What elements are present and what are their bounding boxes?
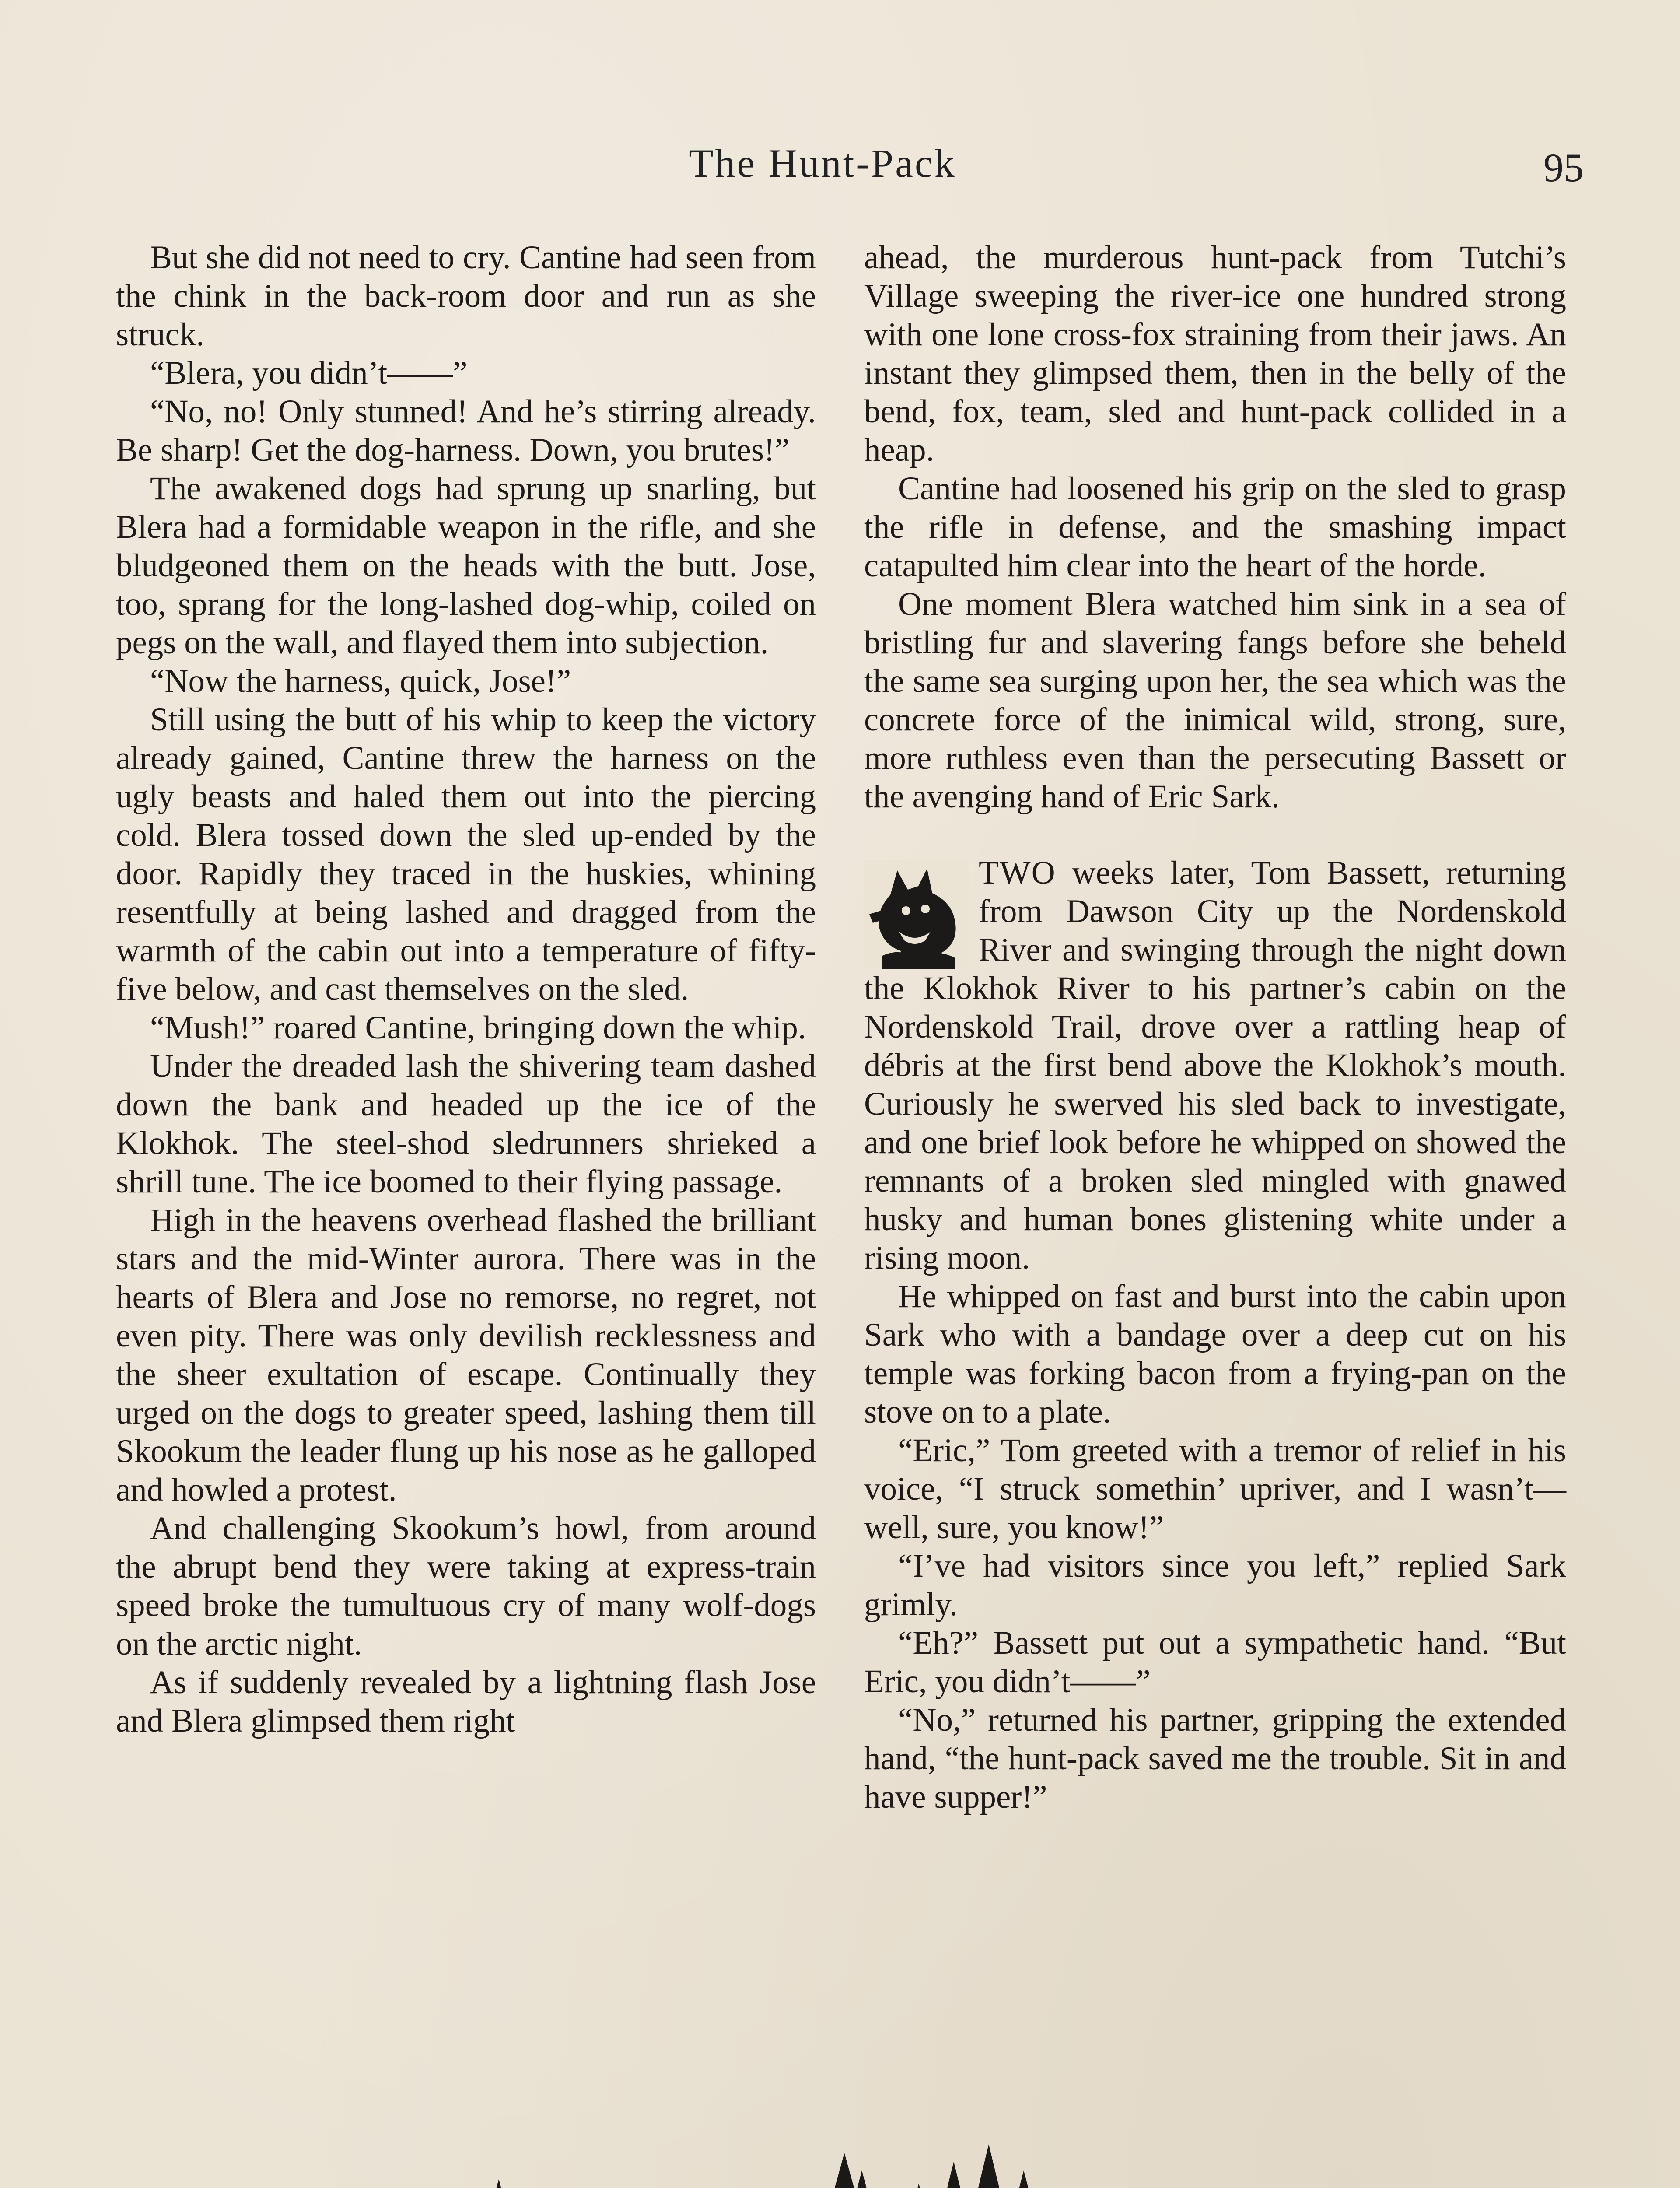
section-break [864, 816, 1566, 854]
paragraph: Cantine had loosened his grip on the sled to grasp the rifle in defense, and the smashing impact catapulted him clear into the heart of the horde. [864, 470, 1566, 584]
right-text-column [864, 238, 1566, 1816]
paragraph: “I’ve had visitors since you left,” replied Sark grimly. [864, 1548, 1566, 1623]
paragraph: “Blera, you didn’t——” [150, 355, 468, 391]
paragraph: But she did not need to cry. Cantine had seen from the chink in the back-room door and run as she struck. [116, 239, 816, 353]
paragraph: “Eh?” Bassett put out a sympathetic hand. “But Eric, you didn’t——” [864, 1625, 1566, 1700]
paragraph: One moment Blera watched him sink in a sea of bristling fur and slavering fangs before she beheld the same sea surging upon her, the sea which was the concrete force of the inimical wild, strong, sure, more ruthless even than the persecuting Bassett or the avenging hand of Eric Sark. [864, 586, 1566, 815]
paragraph: Under the dreaded lash the shivering team dashed down the bank and headed up the ice of the Klokhok. The steel-shod sledrunners shrieked a shrill tune. The ice boomed to their flying passage. [116, 1048, 816, 1200]
paragraph: And challenging Skookum’s howl, from around the abrupt bend they were taking at express-train speed broke the tumultuous cry of many wolf-dogs on the arctic night. [116, 1510, 816, 1662]
section-first-paragraph-text: weeks later, Tom Bassett, returning from Dawson City up the Nordenskold River and swinging through the night down the Klokhok River to his partner’s cabin on the Nordenskold Trail, drove over a rattling heap of débris at the first bend above the Klokhok’s mouth. Curiously he swerved his sled back to investigate, and one brief look before he whipped on showed the remnants of a broken sled mingled with gnawed husky and human bones glistening white under a rising moon. [864, 855, 1566, 1276]
paragraph: “No,” returned his partner, gripping the extended hand, “the hunt-pack saved me the trouble. Sit in and have supper!” [864, 1702, 1566, 1815]
paragraph: High in the heavens overhead flashed the brilliant stars and the mid-Winter aurora. There was in the hearts of Blera and Jose no remorse, no regret, not even pity. There was only devilish recklessness and the sheer exultation of escape. Continually they urged on the dogs to greater speed, lashing them till Skookum the leader flung up his nose as he galloped and howled a protest. [116, 1202, 816, 1508]
left-text-column [116, 238, 816, 1740]
paragraph: “Now the harness, quick, Jose!” [150, 663, 571, 699]
wolf-head-icon [864, 860, 969, 969]
running-title: The Hunt-Pack [689, 141, 956, 186]
paragraph: ahead, the murderous hunt-pack from Tutchi’s Village sweeping the river-ice one hundred strong with one lone cross-fox straining from their jaws. An instant they glimpsed them, then in the belly of the bend, fox, team, sled and hunt-pack collided in a heap. [864, 239, 1566, 468]
forest-landscape-vignette [350, 2144, 1348, 2188]
paragraph: “No, no! Only stunned! And he’s stirring already. Be sharp! Get the dog-harness. Down, you brutes!” [116, 393, 816, 468]
paragraph: “Mush!” roared Cantine, bringing down the whip. [150, 1010, 806, 1046]
section-lead-word: TWO [979, 855, 1056, 891]
paragraph: “Eric,” Tom greeted with a tremor of relief in his voice, “I struck somethin’ upriver, and I wasn’t—well, sure, you know!” [864, 1432, 1566, 1546]
page-number: 95 [1544, 145, 1584, 190]
paragraph: The awakened dogs had sprung up snarling, but Blera had a formidable weapon in the rifle, and she bludgeoned them on the heads with the butt. Jose, too, sprang for the long-lashed dog-whip, coiled on pegs on the wall, and flayed them into subjection. [116, 470, 816, 661]
paragraph: He whipped on fast and burst into the cabin upon Sark who with a bandage over a deep cut on his temple was forking bacon from a frying-pan on the stove on to a plate. [864, 1278, 1566, 1430]
paragraph: Still using the butt of his whip to keep the victory already gained, Cantine threw the harness on the ugly beasts and haled them out into the piercing cold. Blera tossed down the sled up-ended by the door. Rapidly they traced in the huskies, whining resentfully at being lashed and dragged from the warmth of the cabin out into a temperature of fifty-five below, and cast themselves on the sled. [116, 701, 816, 1007]
paragraph: As if suddenly revealed by a lightning flash Jose and Blera glimpsed them right [116, 1664, 816, 1739]
section-opening-paragraph [864, 854, 1566, 1277]
